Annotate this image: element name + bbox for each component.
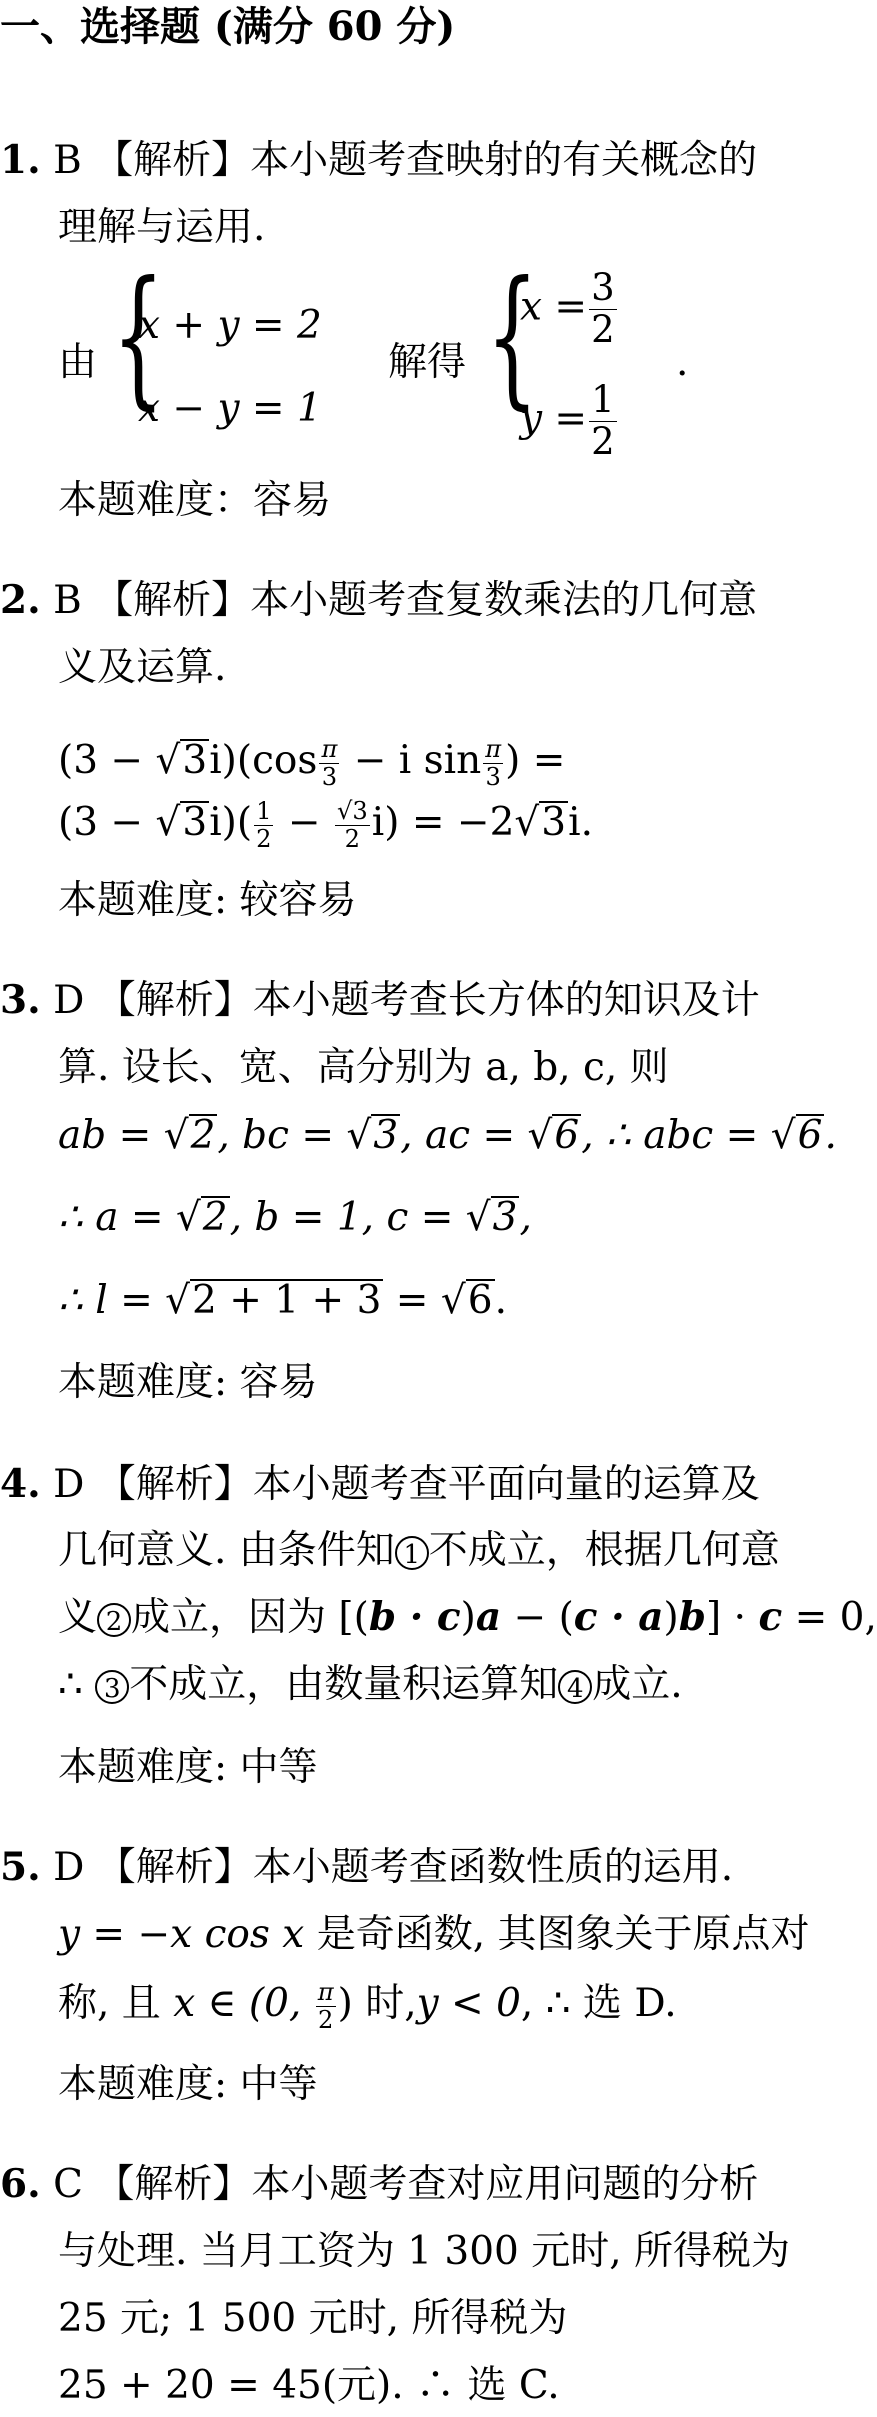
q5-number: 5. <box>0 1844 41 1890</box>
q1-y-solution: y = $\frac{1}{2}$ <box>520 378 615 463</box>
q6-line3: 25 元; 1 500 元时, 所得税为 <box>58 2296 568 2341</box>
q2-line1: 2. B 【解析】本小题考查复数乘法的几何意 <box>0 577 758 623</box>
q6-line1: 6. C 【解析】本小题考查对应用问题的分析 <box>0 2161 759 2207</box>
q3-line2: 算. 设长、宽、高分别为 a, b, c, 则 <box>58 1045 669 1090</box>
q4-line1: 4. D 【解析】本小题考查平面向量的运算及 <box>0 1461 760 1507</box>
q3-number: 3. <box>0 977 41 1023</box>
q4-line3: 义 2 成立，因为 [(b · c)a − (c · a)b] · c = 0, <box>58 1594 877 1640</box>
q4-number: 4. <box>0 1461 41 1507</box>
q3-line5: ∴ l = √2 + 1 + 3 = √6. <box>58 1278 507 1323</box>
q4-line2: 几何意义. 由条件知 1 不成立，根据几何意 <box>58 1528 780 1573</box>
q5-line3: 称, 且 x ∈ (0, $\frac{\pi}{2}$ ) 时,y < 0, ∴ 选 D. <box>58 1978 677 2034</box>
q3-line1: 3. D 【解析】本小题考查长方体的知识及计 <box>0 977 760 1023</box>
q1-left-brace: { <box>112 250 165 424</box>
circled-four: 4 <box>558 1670 592 1704</box>
q4-line4: ∴ 3 不成立，由数量积运算知 4 成立. <box>58 1662 683 1707</box>
q1-eq1: x + y = 2 <box>138 303 322 348</box>
section-title: 一、选择题 (满分 60 分) <box>0 3 456 50</box>
q1-line2: 理解与运用. <box>58 205 266 250</box>
q2-number: 2. <box>0 577 41 623</box>
q1-line1: 1. B 【解析】本小题考查映射的有关概念的 <box>0 137 758 183</box>
q5-line2: y = −x cos x 是奇函数, 其图象关于原点对 <box>58 1912 810 1957</box>
q1-eq2: x − y = 1 <box>138 386 322 431</box>
circled-three: 3 <box>95 1670 129 1704</box>
circled-one: 1 <box>395 1536 429 1570</box>
circled-two: 2 <box>97 1603 131 1637</box>
q2-formula-line1: (3 − √3i)(cos $\frac{\pi}{3}$ − i sin $\frac{\pi}{3}$ ) = <box>58 735 566 791</box>
q1-difficulty: 本题难度：容易 <box>58 478 332 523</box>
q1-x-solution: x = $\frac{3}{2}$ <box>520 266 615 351</box>
q1-period: . <box>676 340 689 385</box>
q2-difficulty: 本题难度: 较容易 <box>58 878 357 923</box>
q1-you: 由 <box>58 340 98 385</box>
q3-difficulty: 本题难度: 容易 <box>58 1360 318 1405</box>
q5-difficulty: 本题难度: 中等 <box>58 2062 318 2107</box>
q3-line3: ab = √2, bc = √3, ac = √6, ∴ abc = √6. <box>58 1113 837 1158</box>
q4-difficulty: 本题难度: 中等 <box>58 1745 318 1790</box>
q1-right-brace: { <box>486 250 539 424</box>
q6-number: 6. <box>0 2161 41 2207</box>
q6-line4: 25 + 20 = 45(元). ∴ 选 C. <box>58 2363 560 2408</box>
q3-line4: ∴ a = √2, b = 1, c = √3, <box>58 1195 532 1240</box>
q5-line1: 5. D 【解析】本小题考查函数性质的运用. <box>0 1844 734 1890</box>
q1-y-fraction: $\frac{1}{2}$ <box>591 378 615 463</box>
q1-number: 1. <box>0 137 41 183</box>
q1-jiede: 解得 <box>388 340 467 385</box>
q1-x-fraction: $\frac{3}{2}$ <box>591 266 615 351</box>
q2-formula-line2: (3 − √3i)( $\frac{1}{2}$ − $\frac{√3}{2}$ i) = −2√3i. <box>58 797 593 853</box>
q6-line2: 与处理. 当月工资为 1 300 元时, 所得税为 <box>58 2229 791 2274</box>
q2-line2: 义及运算. <box>58 645 227 690</box>
